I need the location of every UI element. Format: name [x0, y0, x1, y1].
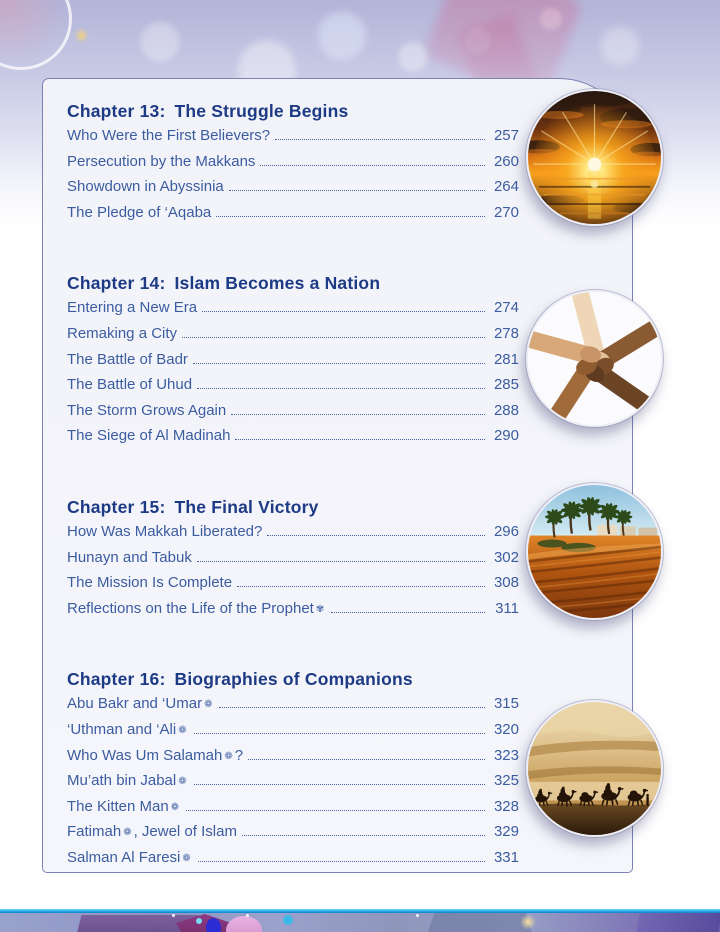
entry-page-number: 325	[493, 772, 519, 790]
chapter-label: Chapter 15:	[67, 496, 166, 517]
entry-page-number: 288	[493, 401, 519, 419]
footer-glow-dot	[520, 914, 536, 930]
bokeh-circle	[318, 12, 366, 60]
entry-title: The Kitten Man	[67, 797, 169, 815]
footer-shape	[636, 913, 720, 932]
honorific-symbol: ❁	[123, 827, 132, 839]
entry-page-number: 329	[493, 823, 519, 841]
honorific-symbol: ❁	[178, 776, 187, 788]
decorative-footer-band	[0, 913, 720, 932]
chapter-title: Islam Becomes a Nation	[174, 273, 381, 294]
toc-entry-row	[67, 600, 519, 626]
toc-entry-row	[67, 376, 519, 402]
honorific-symbol: ✾	[315, 603, 325, 615]
honorific-symbol: ❁	[170, 801, 180, 813]
toc-section	[67, 667, 519, 874]
section-rows	[67, 695, 519, 874]
entry-title-wrap	[67, 600, 326, 617]
toc-entry-row	[67, 798, 519, 824]
toc-entry-row	[67, 299, 519, 325]
unity-hands-illustration	[528, 292, 661, 425]
entry-title: The Siege of Al Madinah	[67, 427, 231, 445]
dotted-leader	[182, 337, 485, 338]
entry-title-wrap	[67, 721, 189, 738]
chapter-heading	[67, 495, 519, 519]
entry-page-number: 323	[493, 746, 519, 764]
entry-title: The Battle of Uhud	[67, 376, 193, 394]
toc	[67, 99, 519, 916]
entry-page-number: 308	[493, 574, 519, 592]
entry-title: Who Were the First Believers?	[67, 127, 271, 144]
entry-title: Who Was Um Salamah	[67, 746, 223, 764]
entry-title: The Storm Grows Again	[67, 401, 227, 419]
entry-page-number: 274	[493, 299, 519, 317]
dotted-leader	[193, 363, 485, 364]
toc-entry-row	[67, 427, 519, 453]
entry-title: Hunayn and Tabuk	[67, 548, 192, 566]
dotted-leader	[229, 190, 485, 191]
entry-page-number: 328	[493, 797, 519, 815]
section-rows	[67, 299, 519, 453]
entry-title-after: , Jewel of Islam	[133, 823, 237, 841]
footer-shape	[206, 918, 221, 932]
entry-title: Showdown in Abyssinia	[67, 178, 224, 196]
entry-title-wrap	[67, 325, 177, 342]
toc-entry-row	[67, 849, 519, 875]
entry-title-wrap	[67, 351, 188, 368]
entry-title-wrap	[67, 153, 255, 170]
dotted-leader	[202, 311, 485, 312]
section-rows	[67, 127, 519, 229]
section-rows	[67, 523, 519, 625]
entry-title: ‘Uthman and ‘Ali	[67, 720, 177, 738]
entry-title-wrap	[67, 523, 262, 540]
chapter-label: Chapter 14:	[67, 273, 166, 294]
toc-section	[67, 271, 519, 453]
toc-entry-row	[67, 695, 519, 721]
bokeh-circle	[140, 22, 180, 62]
entry-page-number: 331	[493, 848, 519, 866]
entry-title-wrap	[67, 823, 237, 840]
entry-title-wrap	[67, 376, 192, 393]
dotted-leader	[237, 586, 485, 587]
entry-title-wrap	[67, 299, 197, 316]
entry-page-number: 285	[493, 376, 519, 394]
dotted-leader	[194, 784, 485, 785]
entry-title-wrap	[67, 695, 214, 712]
photo-sunset-over-water	[526, 89, 663, 226]
entry-page-number: 320	[493, 720, 519, 738]
entry-title-wrap	[67, 204, 211, 221]
chapter-heading	[67, 99, 519, 123]
toc-entry-row	[67, 402, 519, 428]
dotted-leader	[267, 535, 485, 536]
oasis-illustration	[528, 485, 661, 618]
entry-title: Reflections on the Life of the Prophet	[67, 599, 314, 617]
sunset-illustration	[528, 91, 661, 224]
toc-entry-row	[67, 549, 519, 575]
entry-title: Salman Al Faresi	[67, 848, 181, 866]
dotted-leader	[198, 861, 485, 862]
dotted-leader	[219, 707, 485, 708]
footer-white-dot	[246, 914, 249, 917]
toc-entry-row	[67, 127, 519, 153]
honorific-symbol: ❁	[204, 699, 213, 711]
entry-title: The Pledge of ‘Aqaba	[67, 203, 212, 221]
chapter-title: The Struggle Begins	[174, 101, 349, 121]
toc-entry-row	[67, 325, 519, 351]
footer-white-dot	[172, 914, 175, 917]
honorific-symbol: ❁	[182, 852, 191, 864]
photo-camel-caravan	[526, 700, 663, 837]
chapter-title: Biographies of Companions	[174, 669, 413, 690]
entry-page-number: 311	[495, 599, 519, 617]
toc-entry-row	[67, 351, 519, 377]
honorific-symbol: ❁	[224, 750, 233, 762]
toc-entry-row	[67, 523, 519, 549]
toc-entry-row	[67, 747, 519, 773]
chapter-heading	[67, 271, 519, 295]
entry-page-number: 296	[493, 522, 519, 540]
entry-page-number: 270	[493, 203, 519, 221]
entry-title: How Was Makkah Liberated?	[67, 522, 263, 540]
honorific-symbol: ❁	[178, 724, 187, 736]
dotted-leader	[197, 561, 485, 562]
entry-title-wrap	[67, 178, 224, 195]
entry-title: Abu Bakr and ‘Umar	[67, 695, 203, 713]
dotted-leader	[331, 612, 485, 613]
entry-page-number: 315	[493, 695, 519, 713]
entry-title-wrap	[67, 798, 181, 815]
entry-title-wrap	[67, 549, 192, 566]
entry-title: Fatimah	[67, 823, 122, 841]
photo-interlocked-hands	[526, 290, 663, 427]
photo-desert-oasis	[526, 483, 663, 620]
toc-entry-row	[67, 772, 519, 798]
footer-shape	[196, 918, 202, 924]
toc-section	[67, 495, 519, 625]
dotted-leader	[275, 139, 485, 140]
entry-title: Entering a New Era	[67, 299, 198, 317]
dotted-leader	[194, 733, 485, 734]
entry-title-wrap	[67, 427, 230, 444]
bokeh-circle	[600, 26, 640, 66]
entry-page-number: 281	[493, 350, 519, 368]
chapter-title: The Final Victory	[174, 496, 319, 517]
gold-bokeh-dot	[74, 28, 89, 43]
entry-page-number: 290	[493, 427, 519, 445]
dotted-leader	[186, 810, 485, 811]
chapter-heading	[67, 667, 519, 691]
footer-shape	[283, 915, 293, 925]
entry-page-number: 302	[493, 548, 519, 566]
entry-title-wrap	[67, 772, 189, 789]
caravan-illustration	[528, 702, 661, 835]
dotted-leader	[216, 216, 485, 217]
entry-title-after: ?	[234, 746, 244, 764]
dotted-leader	[242, 835, 485, 836]
footer-shape	[428, 913, 532, 932]
entry-title-wrap	[67, 574, 232, 591]
entry-page-number: 264	[493, 178, 519, 196]
toc-entry-row	[67, 823, 519, 849]
bokeh-ring-decoration	[0, 0, 72, 70]
entry-title-wrap	[67, 747, 243, 764]
footer-shape	[226, 916, 262, 932]
toc-entry-row	[67, 178, 519, 204]
entry-title: Mu’ath bin Jabal	[67, 772, 177, 790]
dotted-leader	[260, 165, 485, 166]
entry-title: The Battle of Badr	[67, 350, 188, 368]
entry-title-wrap	[67, 402, 226, 419]
toc-entry-row	[67, 153, 519, 179]
chapter-label: Chapter 16:	[67, 669, 166, 690]
entry-title-wrap	[67, 849, 193, 866]
footer-white-dot	[416, 914, 419, 917]
dotted-leader	[197, 388, 485, 389]
toc-entry-row	[67, 574, 519, 600]
entry-page-number: 260	[493, 152, 519, 170]
toc-section	[67, 99, 519, 229]
entry-page-number: 278	[493, 324, 519, 342]
toc-entry-row	[67, 204, 519, 230]
entry-page-number: 257	[493, 127, 519, 144]
bokeh-circle	[398, 42, 428, 72]
dotted-leader	[235, 439, 485, 440]
entry-title: The Mission Is Complete	[67, 574, 233, 592]
dotted-leader	[231, 414, 485, 415]
entry-title: Persecution by the Makkans	[67, 152, 256, 170]
entry-title-wrap	[67, 127, 270, 144]
entry-title: Remaking a City	[67, 324, 178, 342]
dotted-leader	[248, 759, 485, 760]
toc-entry-row	[67, 721, 519, 747]
chapter-label: Chapter 13:	[67, 101, 166, 121]
